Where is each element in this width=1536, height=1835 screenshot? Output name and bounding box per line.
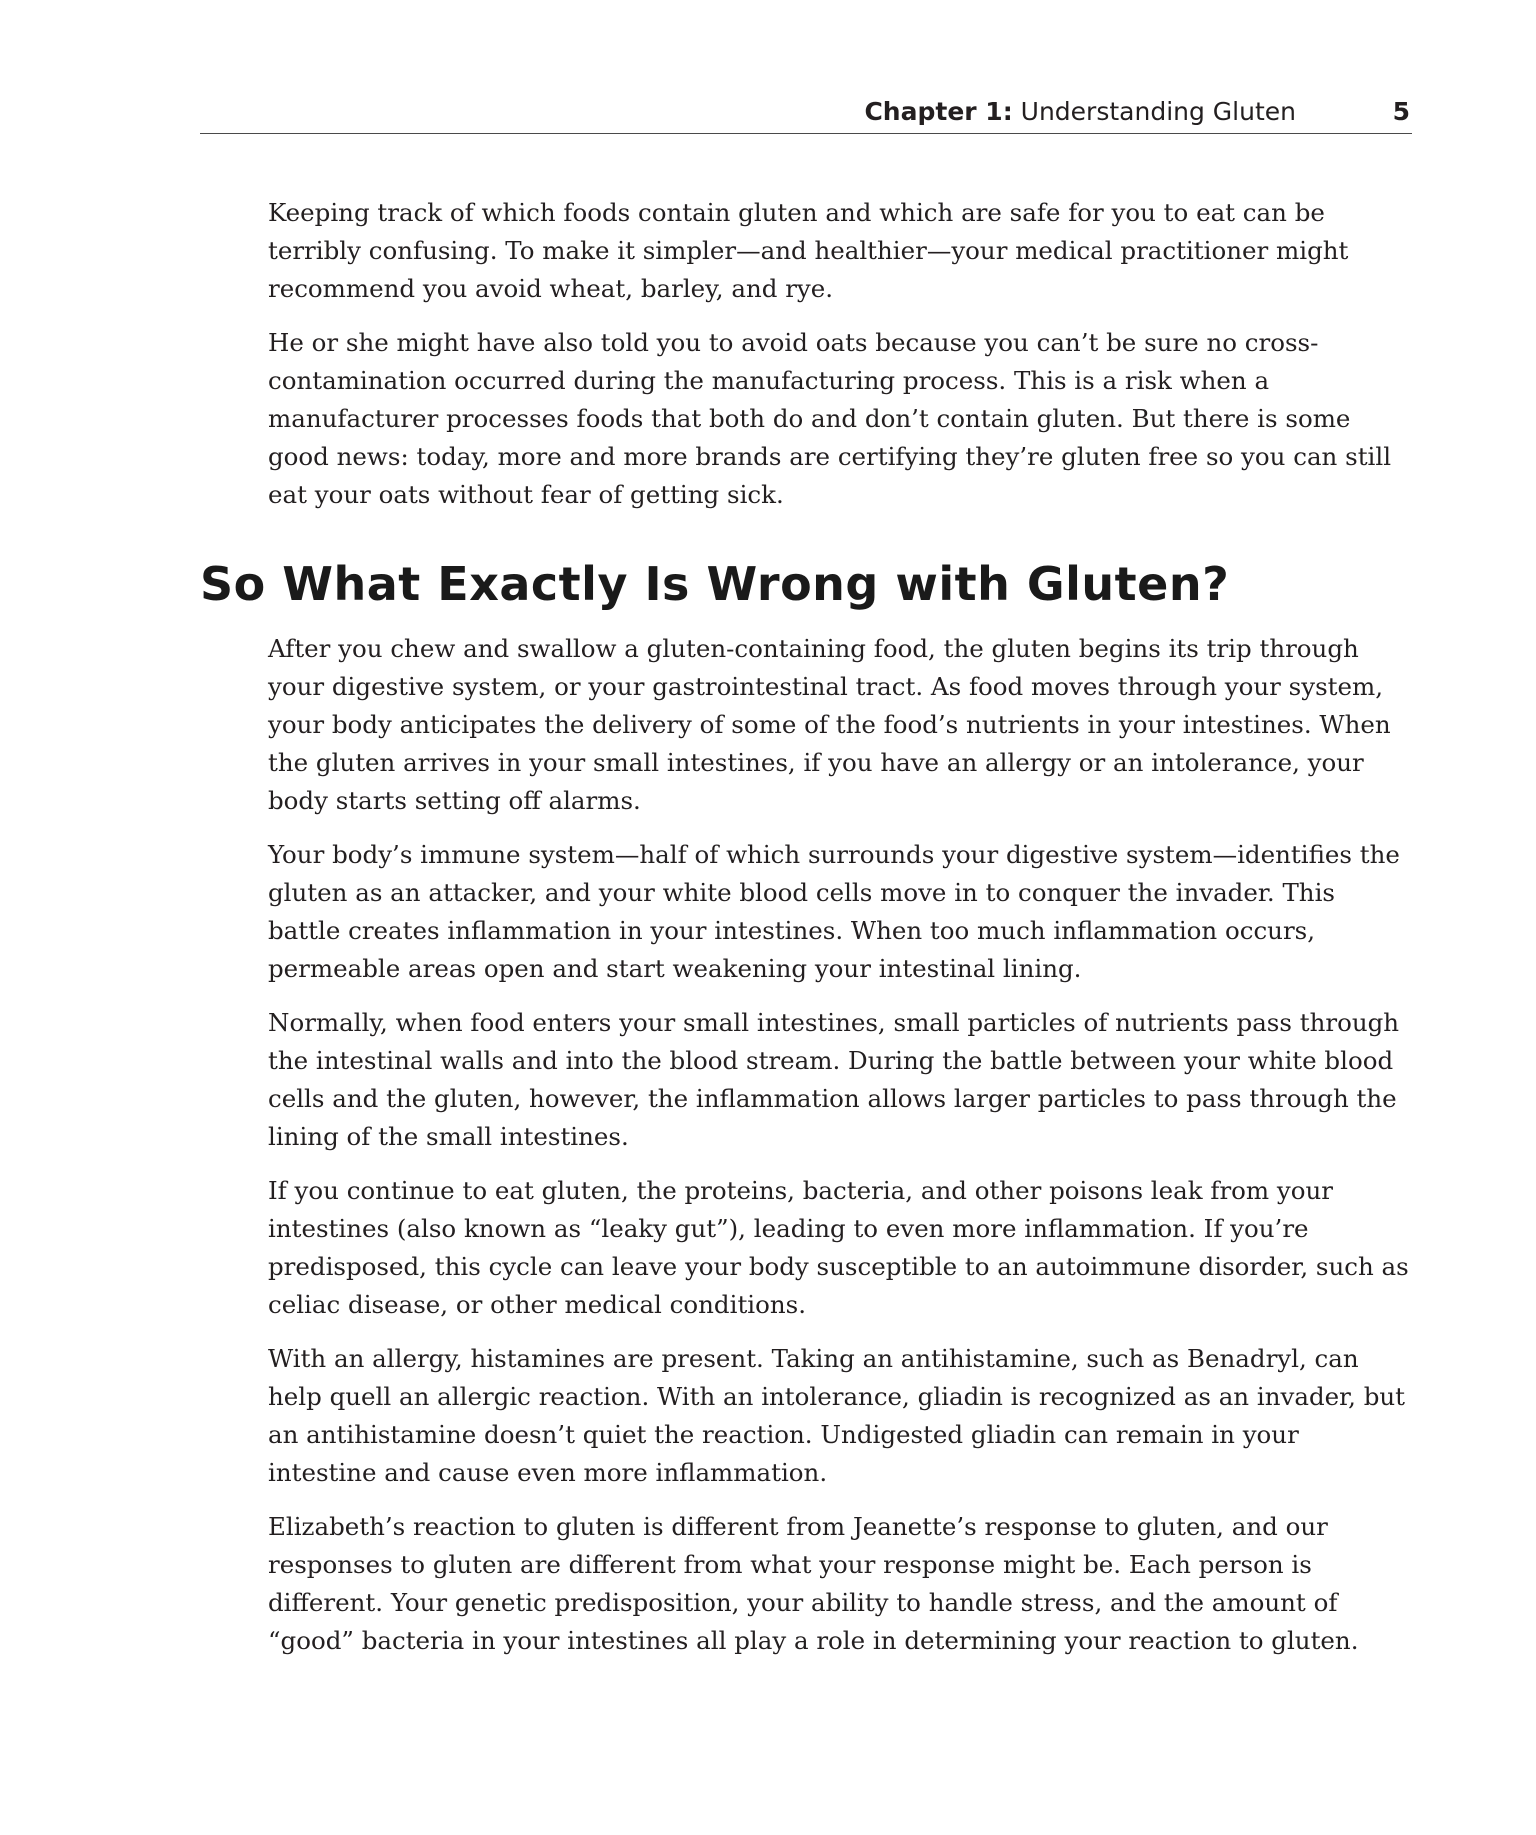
chapter-label: Chapter 1: bbox=[864, 97, 1013, 126]
paragraph: He or she might have also told you to avoid oats because you can’t be sure no cross-contamination occurred during the manufacturing process. This is a risk when a manufacturer processes foods that both do and don’t contain gluten. But there is some good news: today, more and more brands are certifying they’re gluten free so you can still eat your oats without fear of getting sick. bbox=[268, 328, 1392, 509]
section-heading: So What Exactly Is Wrong with Gluten? bbox=[200, 557, 1230, 611]
page-number: 5 bbox=[1392, 97, 1410, 126]
running-header bbox=[200, 95, 1412, 134]
paragraph: Elizabeth’s reaction to gluten is different from Jeanette’s response to gluten, and our responses to gluten are different from what your response might be. Each person is different. Your genetic predisposition, your ability to handle stress, and the amount of “good” bacteria in your intestines all play a role in determining your reaction to gluten. bbox=[268, 1512, 1359, 1655]
paragraph: Your body’s immune system—half of which surrounds your digestive system—identifies the gluten as an attacker, and your white blood cells move in to conquer the invader. This battle creates inflammation in your intestines. When too much inflammation occurs, permeable areas open and start weakening your intestinal lining. bbox=[268, 840, 1400, 983]
paragraph: After you chew and swallow a gluten-containing food, the gluten begins its trip through your digestive system, or your gastrointestinal tract. As food moves through your system, your body anticipates the delivery of some of the food’s nutrients in your intestines. When the gluten arrives in your small intestines, if you have an allergy or an intolerance, your body starts setting off alarms. bbox=[268, 634, 1391, 815]
chapter-title bbox=[864, 97, 1296, 127]
intro-text bbox=[268, 194, 1414, 530]
paragraph: Keeping track of which foods contain gluten and which are safe for you to eat can be terribly confusing. To make it simpler—and healthier—your medical practitioner might recommend you avoid wheat, barley, and rye. bbox=[268, 198, 1349, 303]
paragraph: Normally, when food enters your small intestines, small particles of nutrients pass through the intestinal walls and into the blood stream. During the battle between your white blood cells and the gluten, however, the inflammation allows larger particles to pass through the lining of the small intestines. bbox=[268, 1008, 1400, 1151]
chapter-name: Understanding Gluten bbox=[1020, 97, 1296, 126]
section-body bbox=[268, 630, 1414, 1676]
paragraph: If you continue to eat gluten, the proteins, bacteria, and other poisons leak from your intestines (also known as “leaky gut”), leading to even more inflammation. If you’re predisposed, this cycle can leave your body susceptible to an autoimmune disorder, such as celiac disease, or other medical conditions. bbox=[268, 1176, 1409, 1319]
paragraph: With an allergy, histamines are present. Taking an antihistamine, such as Benadryl, can help quell an allergic reaction. With an intolerance, gliadin is recognized as an invader, but an antihistamine doesn’t quiet the reaction. Undigested gliadin can remain in your intestine and cause even more inflammation. bbox=[268, 1344, 1406, 1487]
